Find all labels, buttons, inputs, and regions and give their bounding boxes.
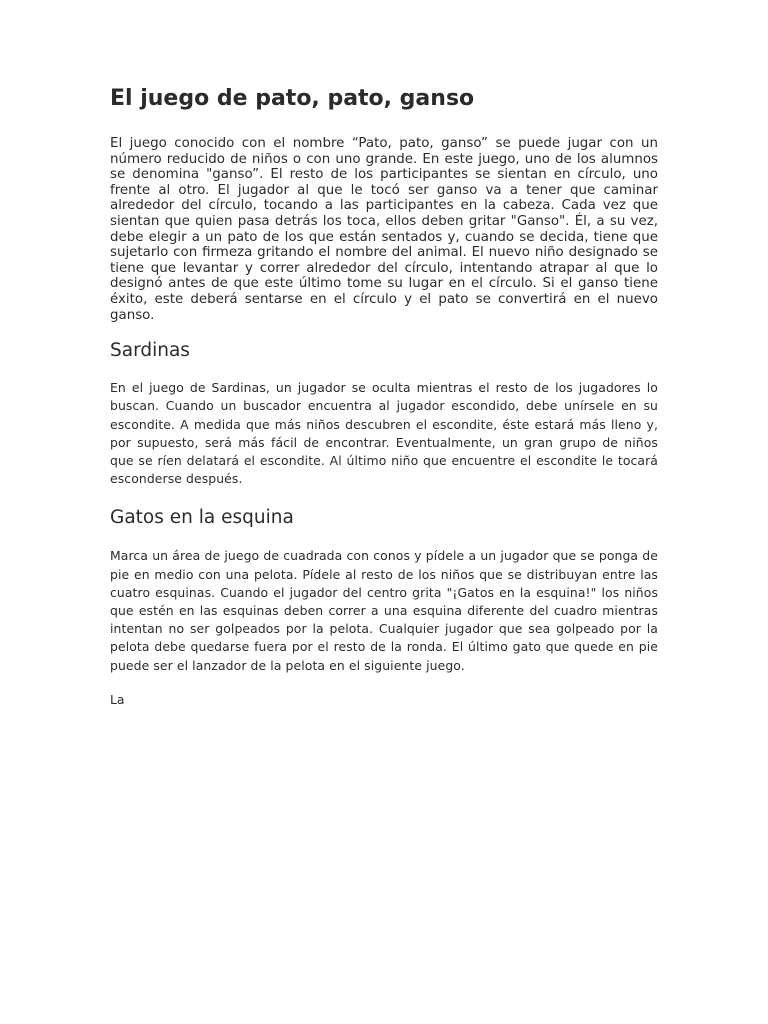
section-heading-sardinas: Sardinas — [110, 340, 190, 362]
section-paragraph-sardinas: En el juego de Sardinas, un jugador se oculta mientras el resto de los jugadores lo buscan. Cuando un buscador encuentra al jugador escondido, debe unírsele en su escondite. A medida que más niños descubren el escondite, éste estará más lleno y, por supuesto, será más fácil de encontrar. Eventualmente, un gran grupo de niños que se ríen delatará el escondite. Al último niño que encuentre el escondite le tocará esconderse después. — [110, 380, 658, 487]
section-paragraph-gatos: Marca un área de juego de cuadrada con conos y pídele a un jugador que se ponga de pie en medio con una pelota. Pídele al resto de los niños que se distribuyan entre las cuatro esquinas. Cuando el jugador del centro grita "¡Gatos en la esquina!" los niños que estén en las esquinas deben correr a una esquina diferente del cuadro mientras intentan no ser golpeados por la pelota. Cualquier jugador que sea golpeado por la pelota debe quedarse fuera por el resto de la ronda. El último gato que quede en pie puede ser el lanzador de la pelota en el siguiente juego. — [110, 548, 658, 673]
section-heading-gatos: Gatos en la esquina — [110, 507, 294, 529]
page-title: El juego de pato, pato, ganso — [110, 86, 475, 111]
trailing-text: La — [110, 691, 125, 707]
intro-paragraph: El juego conocido con el nombre “Pato, pato, ganso” se puede jugar con un número reducido de niños o con uno grande. En este juego, uno de los alumnos se denomina "ganso”. El resto de los participantes se sientan en círculo, uno frente al otro. El jugador al que le tocó ser ganso va a tener que caminar alrededor del círculo, tocando a las participantes en la cabeza. Cada vez que sientan que quien pasa detrás los toca, ellos deben gritar "Ganso". Él, a su vez, debe elegir a un pato de los que están sentados y, cuando se decida, tiene que sujetarlo con firmeza gritando el nombre del animal. El nuevo niño designado se tiene que levantar y correr alrededor del círculo, intentando atrapar al que lo designó antes de que este último tome su lugar en el círculo. Si el ganso tiene éxito, este deberá sentarse en el círculo y el pato se convertirá en el nuevo ganso. — [110, 136, 658, 323]
document-page — [110, 84, 658, 709]
